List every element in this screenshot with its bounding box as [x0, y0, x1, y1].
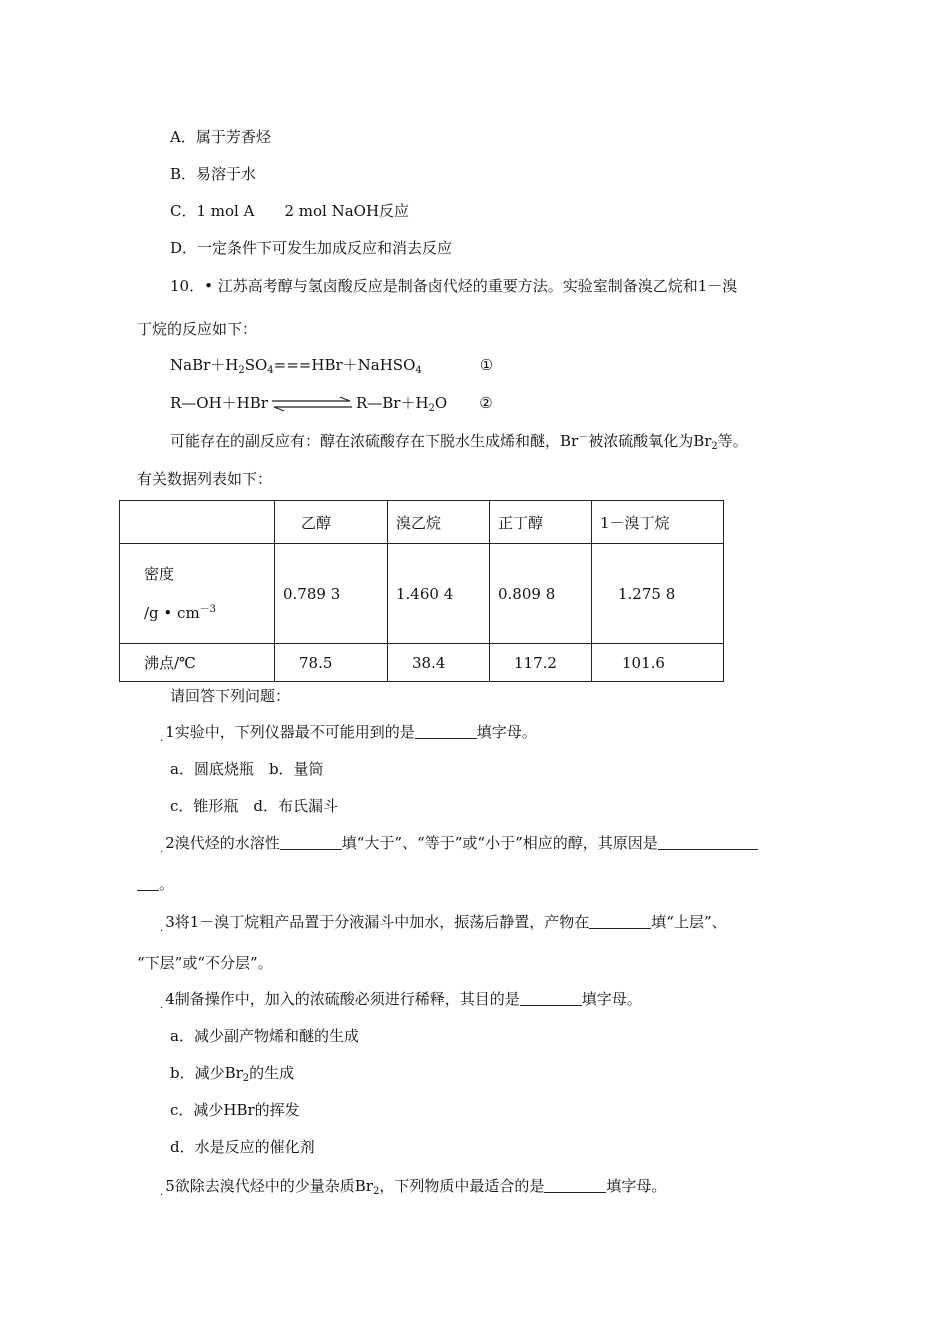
table-row: [120, 544, 724, 644]
table-cell: 117.2: [490, 644, 592, 682]
table-cell: 沸点/℃: [120, 644, 275, 682]
q4-option-b: b．减少$Br_2$的生成: [170, 1064, 295, 1084]
answer-blank[interactable]: [137, 875, 159, 891]
table-cell: 1.460 4: [388, 544, 490, 644]
subq-4: $_.$ 4制备操作中，加入的浓硫酸必须进行稀释，其目的是 填字母。: [160, 990, 642, 1011]
q10-number: 10．: [170, 277, 205, 295]
q10-source: • 江苏高考: [204, 277, 278, 295]
answer-blank[interactable]: [280, 834, 342, 850]
subq-3: $_.$ 3将1－溴丁烷粗产品置于分液漏斗中加水，振荡后静置，产物在 填“上层”、: [160, 913, 727, 934]
reaction-2: R—OH＋HBr $R—Br+H_2O$ ②: [170, 394, 493, 414]
option-d: D．一定条件下可发生加成反应和消去反应: [170, 239, 453, 257]
table-header: 溴乙烷: [388, 501, 490, 544]
subq-2: $_.$ 2溴代烃的水溶性 填“大于”、“等于”或“小于”相应的醇，其原因是: [160, 833, 758, 856]
answer-blank[interactable]: [544, 1177, 606, 1193]
table-row: [120, 644, 724, 682]
option-a: A．属于芳香烃: [170, 128, 271, 146]
table-header-row: [120, 501, 724, 544]
q4-option-c: c．减少HBr的挥发: [170, 1101, 300, 1119]
table-cell: 101.6: [592, 644, 724, 682]
answer-blank[interactable]: [658, 834, 758, 850]
option-b: B．易溶于水: [170, 165, 257, 183]
equilibrium-arrow-icon: [270, 395, 354, 413]
table-cell: [120, 501, 275, 544]
table-header: 1－溴丁烷: [592, 501, 724, 544]
table-cell: 38.4: [388, 644, 490, 682]
reaction-2-number: ②: [479, 394, 493, 412]
table-cell: 78.5: [275, 644, 388, 682]
q4-option-a: a．减少副产物烯和醚的生成: [170, 1027, 359, 1045]
q10-intro-cont: 丁烷的反应如下：: [137, 320, 258, 338]
density-unit: /g • $cm^{-3}$: [144, 604, 217, 622]
data-table: [119, 500, 724, 682]
table-cell: [120, 544, 275, 644]
subq-3-cont: “下层”或“不分层”。: [137, 954, 273, 972]
q10-intro: [170, 276, 737, 296]
table-cell: 1.275 8: [592, 544, 724, 644]
answer-blank[interactable]: [589, 913, 651, 929]
density-label: 密度: [144, 565, 175, 583]
data-intro: 有关数据列表如下：: [137, 470, 273, 488]
answer-blank[interactable]: [415, 723, 477, 739]
ask-text: 请回答下列问题：: [170, 687, 291, 705]
subq-1: $_.$ 1实验中，下列仪器最不可能用到的是 填字母。: [160, 723, 537, 744]
subq-2-cont: 。: [137, 874, 174, 894]
q1-options-row2: c．锥形瓶 d．布氏漏斗: [170, 797, 339, 815]
table-header: 乙醇: [275, 501, 388, 544]
q1-options-row1: a．圆底烧瓶 b．量筒: [170, 760, 324, 778]
q4-option-d: d．水是反应的催化剂: [170, 1138, 315, 1156]
q10-intro-text: 醇与氢卤酸反应是制备卤代烃的重要方法。实验室制备溴乙烷和1－溴: [277, 277, 738, 295]
answer-blank[interactable]: [520, 990, 582, 1006]
side-reactions: 可能存在的副反应有：醇在浓硫酸存在下脱水生成烯和醚，Br－被浓硫酸氧化为$Br_2$等。: [170, 432, 748, 452]
reaction-1: $NaBr+H_2SO_4===HBr+NaHSO_4$ ①: [170, 356, 494, 376]
reaction-1-number: ①: [479, 356, 494, 374]
table-cell: 0.809 8: [490, 544, 592, 644]
subq-5: $_.$ 5欲除去溴代烃中的少量杂质$Br_2$，下列物质中最适合的是 填字母。: [160, 1177, 667, 1198]
table-header: 正丁醇: [490, 501, 592, 544]
table-cell: 0.789 3: [275, 544, 388, 644]
option-c: C．1 mol A 2 mol NaOH反应: [170, 202, 410, 220]
